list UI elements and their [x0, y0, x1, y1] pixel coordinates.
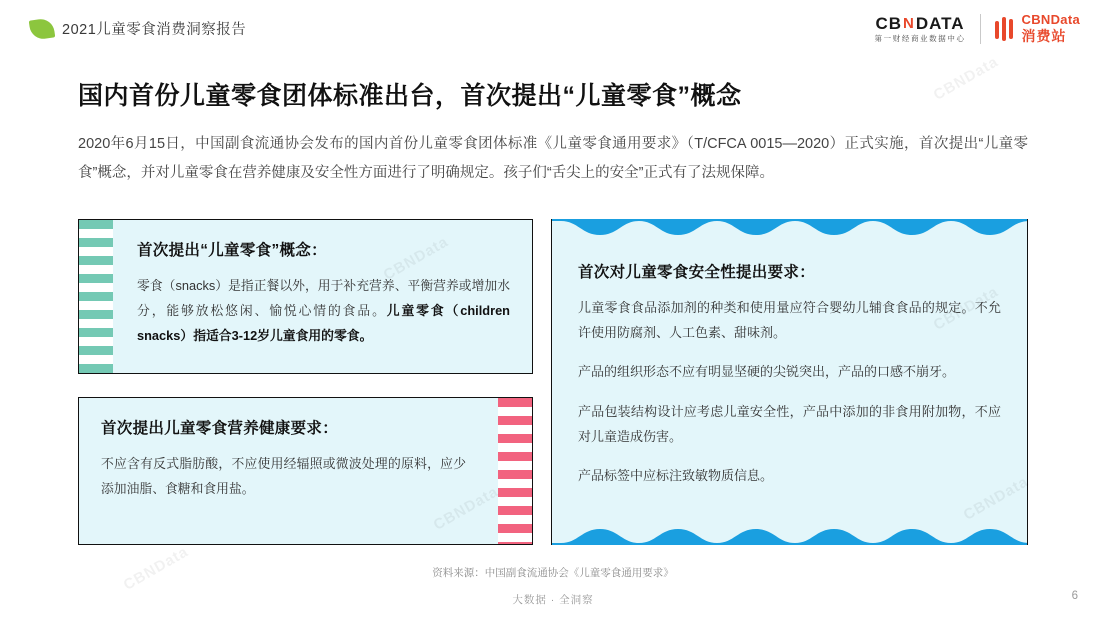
- cbndata-logo-sub: 第一财经商业数据中心: [874, 34, 966, 44]
- scallop-decoration-top: [552, 219, 1027, 235]
- stripe-decoration-green: [79, 220, 113, 373]
- cbndata-logo: [875, 15, 966, 43]
- watermark: CBNData: [120, 543, 192, 594]
- stripe-decoration-pink: [498, 398, 532, 544]
- xiaofeizhan-logo-line2: 消费站: [1021, 28, 1067, 45]
- source-note: 资料来源：中国副食流通协会《儿童零食通用要求》: [432, 567, 674, 579]
- leaf-icon: [30, 19, 54, 39]
- report-title: 2021儿童零食消费洞察报告: [62, 22, 247, 38]
- card-safety-heading: 首次对儿童零食安全性提出要求：: [578, 264, 816, 281]
- xiaofeizhan-logo: [995, 13, 1080, 44]
- card-nutrition-heading: 首次提出儿童零食营养健康要求：: [101, 420, 339, 437]
- cbndata-logo-mark: N: [903, 15, 915, 33]
- page-title: 国内首份儿童零食团体标准出台，首次提出“儿童零食”概念: [78, 82, 742, 110]
- card-nutrition: [78, 397, 533, 545]
- card-safety-paragraph: 产品的组织形态不应有明显坚硬的尖锐突出，产品的口感不崩牙。: [578, 364, 956, 380]
- card-safety-paragraph: 产品包装结构设计应考虑儿童安全性，产品中添加的非食用附加物，不应对儿童造成伤害。: [578, 404, 1001, 444]
- footer-brand: 大数据 · 全洞察: [512, 594, 594, 606]
- card-concept-body: [137, 274, 510, 349]
- card-concept: [78, 219, 533, 374]
- xiaofeizhan-logo-icon: [995, 17, 1015, 41]
- card-safety-paragraph: 产品标签中应标注致敏物质信息。: [578, 468, 774, 484]
- card-safety: [551, 219, 1028, 545]
- card-nutrition-body: 不应含有反式脂肪酸，不应使用经辐照或微波处理的原料，应少添加油脂、食糖和食用盐。: [101, 456, 466, 496]
- cbndata-logo-main-left: CB: [875, 14, 903, 34]
- card-concept-body-plain: 零食（snacks）是指正餐以外，用于补充营养、平衡营养或增加水分，能够放松悠闲、愉悦心情的食品。: [137, 278, 510, 318]
- lead-paragraph: 2020年6月15日，中国副食流通协会发布的国内首份儿童零食团体标准《儿童零食通用要求》（T/CFCA 0015—2020）正式实施，首次提出“儿童零食”概念，并对儿童零食在营养健康及安全性方面进行了明确规定。孩子们“舌尖上的安全”正式有了法规保障。: [78, 136, 1028, 181]
- card-concept-body-bold: 儿童零食（children snacks）指适合3-12岁儿童食用的零食。: [137, 302, 510, 343]
- logo-group: [875, 12, 1080, 46]
- scallop-decoration-bottom: [552, 529, 1027, 545]
- cbndata-logo-main-right: DATA: [915, 14, 965, 34]
- watermark: CBNData: [930, 53, 1002, 104]
- card-safety-paragraph: 儿童零食食品添加剂的种类和使用量应符合婴幼儿辅食食品的规定。不允许使用防腐剂、人工色素、甜味剂。: [578, 300, 1001, 340]
- card-concept-heading: 首次提出“儿童零食”概念：: [137, 242, 327, 259]
- xiaofeizhan-logo-line1: CBNData: [1021, 12, 1080, 28]
- logo-divider: [980, 14, 981, 44]
- page-number: 6: [1071, 590, 1078, 602]
- slide-header: [0, 0, 1106, 58]
- card-safety-body: [578, 296, 1001, 489]
